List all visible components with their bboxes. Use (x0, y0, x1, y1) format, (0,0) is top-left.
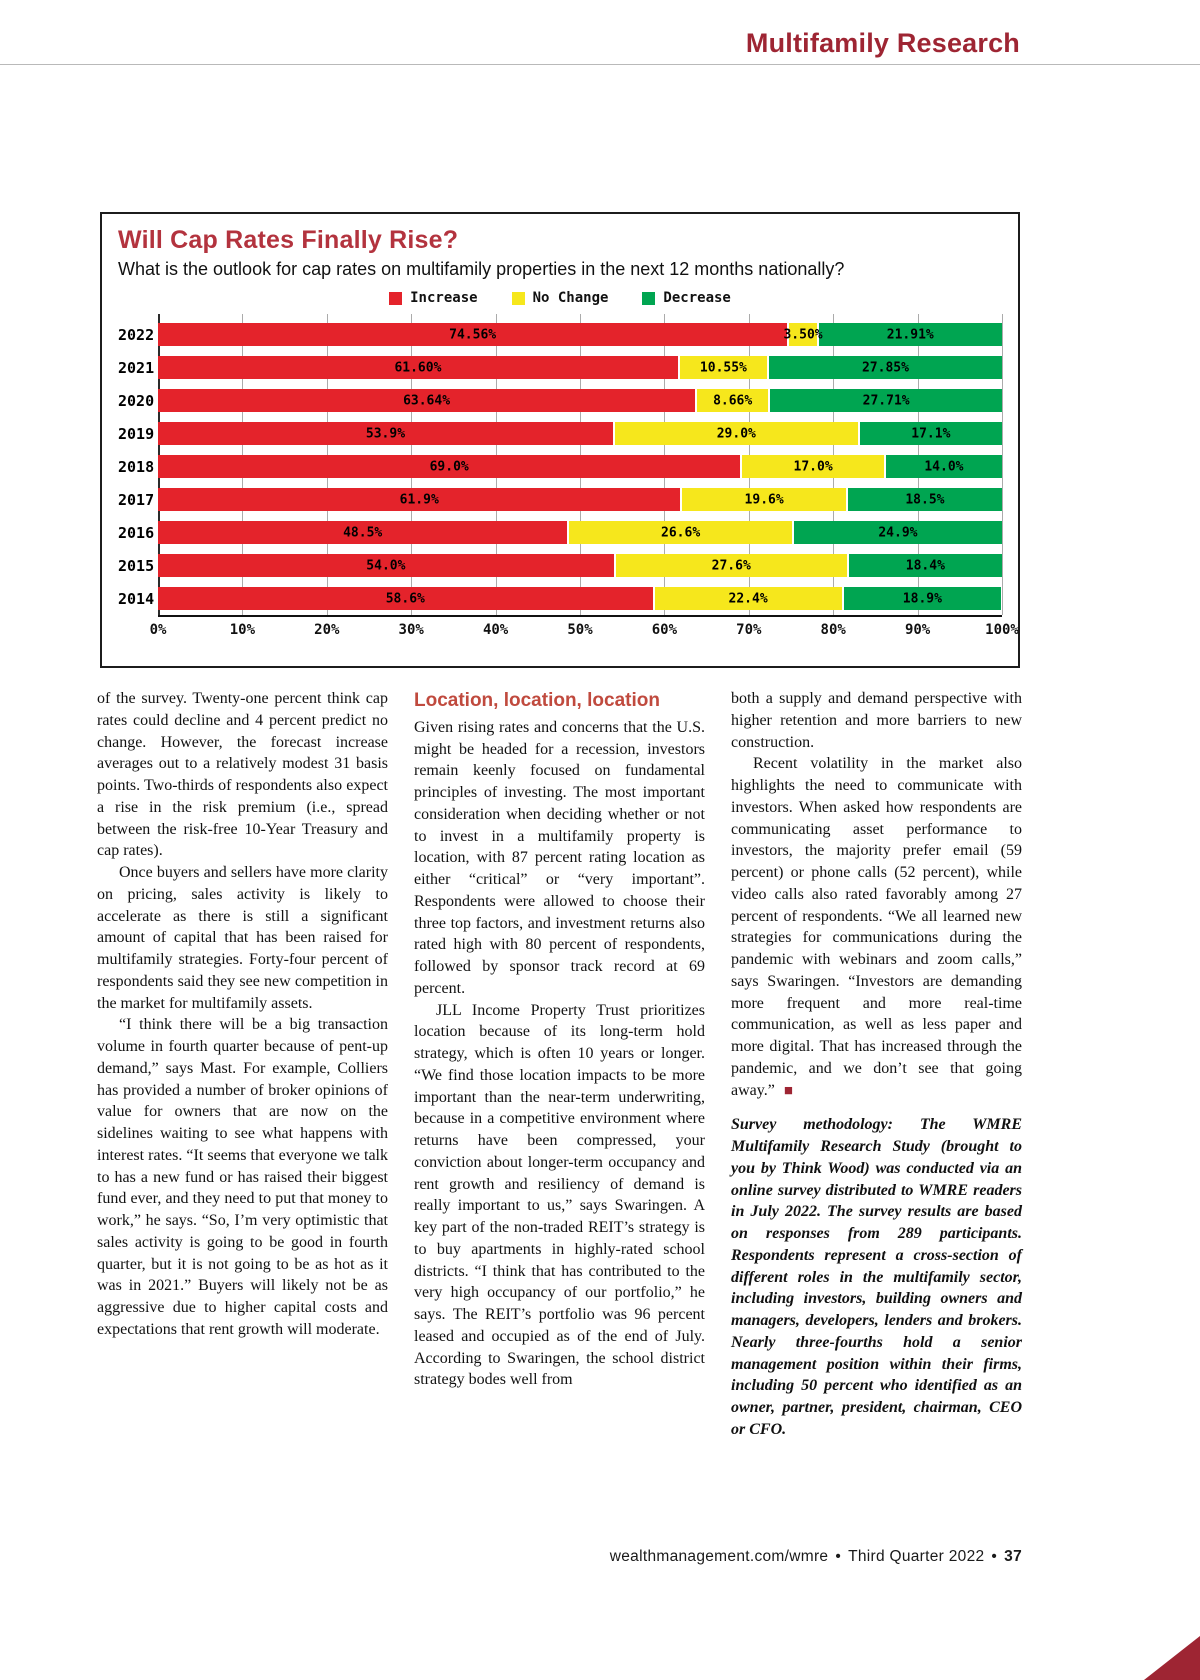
bar-value-label: 48.5% (343, 525, 383, 540)
year-label: 2016 (118, 523, 155, 542)
bar-value-label: 27.85% (861, 360, 909, 375)
bar-segment-no-change (567, 521, 792, 544)
bar-value-label: 17.0% (793, 459, 833, 474)
bar-value-label: 53.9% (365, 426, 406, 441)
x-tick-label: 100% (985, 622, 1019, 638)
chart-row-2016 (118, 516, 1002, 549)
bar-segment-no-change (680, 488, 845, 511)
bar-value-label: 54.0% (366, 558, 406, 573)
legend-label: Decrease (663, 290, 731, 306)
paragraph: JLL Income Property Trust prioritizes location because of its long-term hold strategy, which is often 10 years or longer. “We find those location impacts to be more important than the near-term underwriting, because in a competitive environment where returns have been compressed, your conviction about longer-term occupancy and rent growth and resiliency of demand is really important to us,” says Swaringen. A key part of the non-traded REIT’s strategy is to buy apartments in highly-rated school districts. “I think that has contributed to the very high occupancy of our portfolio,” he says. The REIT’s portfolio was 96 percent leased and occupied as of the end of July. According to Swaringen, the school district strategy bodes well from (414, 1001, 705, 1389)
bar-segment-decrease (847, 554, 1002, 577)
bar-segment-decrease (817, 323, 1002, 346)
bar-value-label: 14.0% (924, 459, 964, 474)
year-label: 2020 (118, 391, 155, 410)
article-column-2 (414, 688, 705, 1441)
bar-segment-no-change (614, 554, 847, 577)
bar-value-label: 27.71% (862, 393, 910, 408)
year-label: 2015 (118, 556, 155, 575)
chart-panel (100, 212, 1020, 668)
bar-segment-no-change (613, 422, 858, 445)
paragraph-text: Recent volatility in the market also highlights the need to communicate with investors. When asked how respondents are communicating asset performance to investors, the majority prefer email (59 percent) or phone calls (52 percent), while video calls also rated favorably among 27 percent of respondents. “We all learned new strategies for communications during the pandemic with webinars and zoom calls,” says Swaringen. “Investors are demanding more frequent and more real-time communication, as well as less paper and more digital. That has increased through the pandemic, and we don’t see that going away.” (731, 755, 1022, 1099)
bar-value-label: 69.0% (429, 459, 469, 474)
legend-item-no-change (512, 290, 609, 306)
methodology-label: Survey methodology: (731, 1116, 893, 1134)
bar-segment-decrease (768, 389, 1002, 412)
footer-issue: Third Quarter 2022 (848, 1548, 985, 1565)
x-axis-line (158, 615, 1002, 617)
legend-item-decrease (642, 290, 730, 306)
chart-row-2020 (118, 384, 1002, 417)
bar-segment-decrease (884, 455, 1002, 478)
x-tick-label: 50% (567, 622, 593, 638)
x-tick-label: 10% (229, 622, 256, 638)
year-label: 2014 (118, 589, 155, 608)
bar-value-label: 18.9% (902, 591, 942, 606)
x-tick-label: 70% (736, 622, 762, 638)
chart-plot (118, 318, 1019, 644)
legend-label: Increase (410, 290, 478, 306)
bar-value-label: 74.56% (449, 327, 497, 342)
bar-segment-no-change (695, 389, 768, 412)
bar-track (158, 554, 1002, 577)
footer-page-number: 37 (1004, 1548, 1022, 1565)
article-body (97, 688, 1022, 1441)
x-tick-label: 60% (651, 622, 678, 638)
bar-segment-increase (158, 323, 787, 346)
chart-plot-area (118, 318, 1002, 615)
paragraph: Once buyers and sellers have more clarity on pricing, sales activity is likely to accelerate as there is still a significant amount of capital that has been raised for multifamily strategies. Forty-four percent of respondents said they see new competition in the market for multifamily assets. (97, 864, 388, 1012)
legend-label: No Change (532, 290, 609, 306)
corner-decoration (1144, 1636, 1200, 1680)
bar-segment-increase (158, 488, 680, 511)
bar-segment-no-change (740, 455, 883, 478)
year-label: 2017 (118, 490, 155, 509)
bar-segment-increase (158, 356, 678, 379)
x-tick-label: 0% (149, 622, 167, 638)
legend-swatch (389, 292, 402, 305)
bar-value-label: 63.64% (403, 393, 451, 408)
paragraph: Given rising rates and concerns that the U.S. might be headed for a recession, investors remain keenly focused on fundamental principles of investing. The most important consideration when deciding whether or not to invest in a multifamily property is location, with 87 percent rating location as either “critical” or “very important”. Respondents were allowed to choose their three top factors, and investment returns also rated high with 80 percent of respondents, followed by sponsor track record at 69 percent. (414, 718, 705, 997)
x-tick-label: 40% (482, 622, 509, 638)
bar-value-label: 3.50% (783, 327, 823, 342)
bar-track (158, 389, 1002, 412)
paragraph: of the survey. Twenty-one percent think cap rates could decline and 4 percent predict no change. However, the forecast increase averages out to a relatively modest 31 basis points. Two-thirds of respondents also expect a rise in the risk premium (i.e., spread between the risk-free 10-Year Treasury and cap rates). (97, 690, 388, 860)
section-title: Multifamily Research (745, 28, 1020, 58)
bar-track (158, 422, 1002, 445)
bar-value-label: 61.9% (399, 492, 439, 507)
paragraph: “I think there will be a big transaction volume in fourth quarter because of pent-up demand,” says Mast. For example, Colliers has provided a number of broker opinions of value for owners that are now on the sidelines waiting to see what happens with interest rates. “It seems that everyone we talk to has a new fund or has raised their biggest fund ever, and they need to put that money to work,” he says. “So, I’m very optimistic that sales activity is going to be good in fourth quarter, but it is not going to be as hot as it was in 2021.” Buyers will likely not be as aggressive due to higher capital costs and expectations that rent growth will moderate. (97, 1016, 388, 1338)
article-column-3 (731, 688, 1022, 1441)
chart-row-2015 (118, 549, 1002, 582)
chart-row-2017 (118, 483, 1002, 516)
bar-segment-decrease (858, 422, 1002, 445)
bar-value-label: 29.0% (716, 426, 756, 441)
chart-row-2014 (118, 582, 1002, 615)
chart-subtitle: What is the outlook for cap rates on multifamily properties in the next 12 months nationally? (118, 259, 845, 279)
bar-segment-decrease (846, 488, 1002, 511)
year-label: 2021 (118, 358, 155, 377)
year-label: 2019 (118, 424, 155, 443)
bar-segment-increase (158, 422, 613, 445)
bar-value-label: 10.55% (699, 360, 747, 375)
methodology-text: The WMRE Multifamily Research Study (brought to you by Think Wood) was conducted via an online survey distributed to WMRE readers in July 2022. The survey results are based on responses from 289 participants. Respondents represent a cross-section of different roles in the multifamily sector, including investors, building owners and managers, developers, lenders and brokers. Nearly three-fourths hold a senior management position within their firms, including 50 percent who identified as an owner, partner, president, chairman, CEO or CFO. (731, 1116, 1022, 1438)
footer-site: wealthmanagement.com/wmre (609, 1548, 829, 1565)
bar-segment-increase (158, 587, 653, 610)
page-footer (610, 1548, 1022, 1566)
x-tick-label: 90% (904, 622, 931, 638)
bar-segment-increase (158, 554, 614, 577)
bar-segment-no-change (678, 356, 767, 379)
chart-title: Will Cap Rates Finally Rise? (118, 226, 459, 254)
bar-track (158, 455, 1002, 478)
legend-swatch (642, 292, 655, 305)
bar-segment-decrease (792, 521, 1002, 544)
bar-value-label: 17.1% (911, 426, 951, 441)
bar-track (158, 521, 1002, 544)
bar-value-label: 27.6% (711, 558, 751, 573)
chart-legend (118, 290, 1002, 306)
bar-value-label: 18.4% (905, 558, 945, 573)
bar-value-label: 58.6% (385, 591, 425, 606)
legend-swatch (512, 292, 525, 305)
chart-rows (118, 318, 1002, 615)
chart-row-2019 (118, 417, 1002, 450)
bar-value-label: 8.66% (713, 393, 753, 408)
bar-segment-increase (158, 455, 740, 478)
year-label: 2022 (118, 325, 155, 344)
chart-row-2021 (118, 351, 1002, 384)
x-tick-label: 80% (820, 622, 846, 638)
gridline (1002, 314, 1003, 615)
bar-segment-no-change (653, 587, 842, 610)
bar-track (158, 587, 1002, 610)
section-heading: Location, location, location (414, 690, 660, 711)
bar-value-label: 19.6% (744, 492, 784, 507)
bar-segment-no-change (783, 323, 823, 346)
bar-value-label: 61.60% (394, 360, 442, 375)
bar-segment-increase (158, 521, 567, 544)
x-tick-label: 20% (314, 622, 340, 638)
paragraph (731, 753, 1022, 1101)
x-tick-label: 30% (398, 622, 424, 638)
bar-track (158, 488, 1002, 511)
bar-value-label: 18.5% (905, 492, 945, 507)
year-label: 2018 (118, 457, 155, 476)
bar-value-label: 22.4% (728, 591, 768, 606)
survey-methodology (731, 1114, 1022, 1440)
bar-track (158, 323, 1002, 346)
bar-segment-decrease (767, 356, 1002, 379)
x-axis-labels (149, 622, 1019, 644)
end-mark: ■ (783, 1082, 793, 1099)
chart-row-2022 (118, 318, 1002, 351)
chart-row-2018 (118, 450, 1002, 483)
header-divider (0, 64, 1200, 65)
bar-track (158, 356, 1002, 379)
footer-separator: • (835, 1548, 842, 1565)
paragraph: both a supply and demand perspective with higher retention and more barriers to new construction. (731, 690, 1022, 751)
bar-value-label: 24.9% (878, 525, 918, 540)
bar-segment-decrease (842, 587, 1002, 610)
article-column-1 (97, 688, 388, 1441)
bar-value-label: 21.91% (886, 327, 934, 342)
bar-segment-increase (158, 389, 695, 412)
legend-item-increase (389, 290, 477, 306)
bar-value-label: 26.6% (661, 525, 701, 540)
footer-separator: • (991, 1548, 998, 1565)
